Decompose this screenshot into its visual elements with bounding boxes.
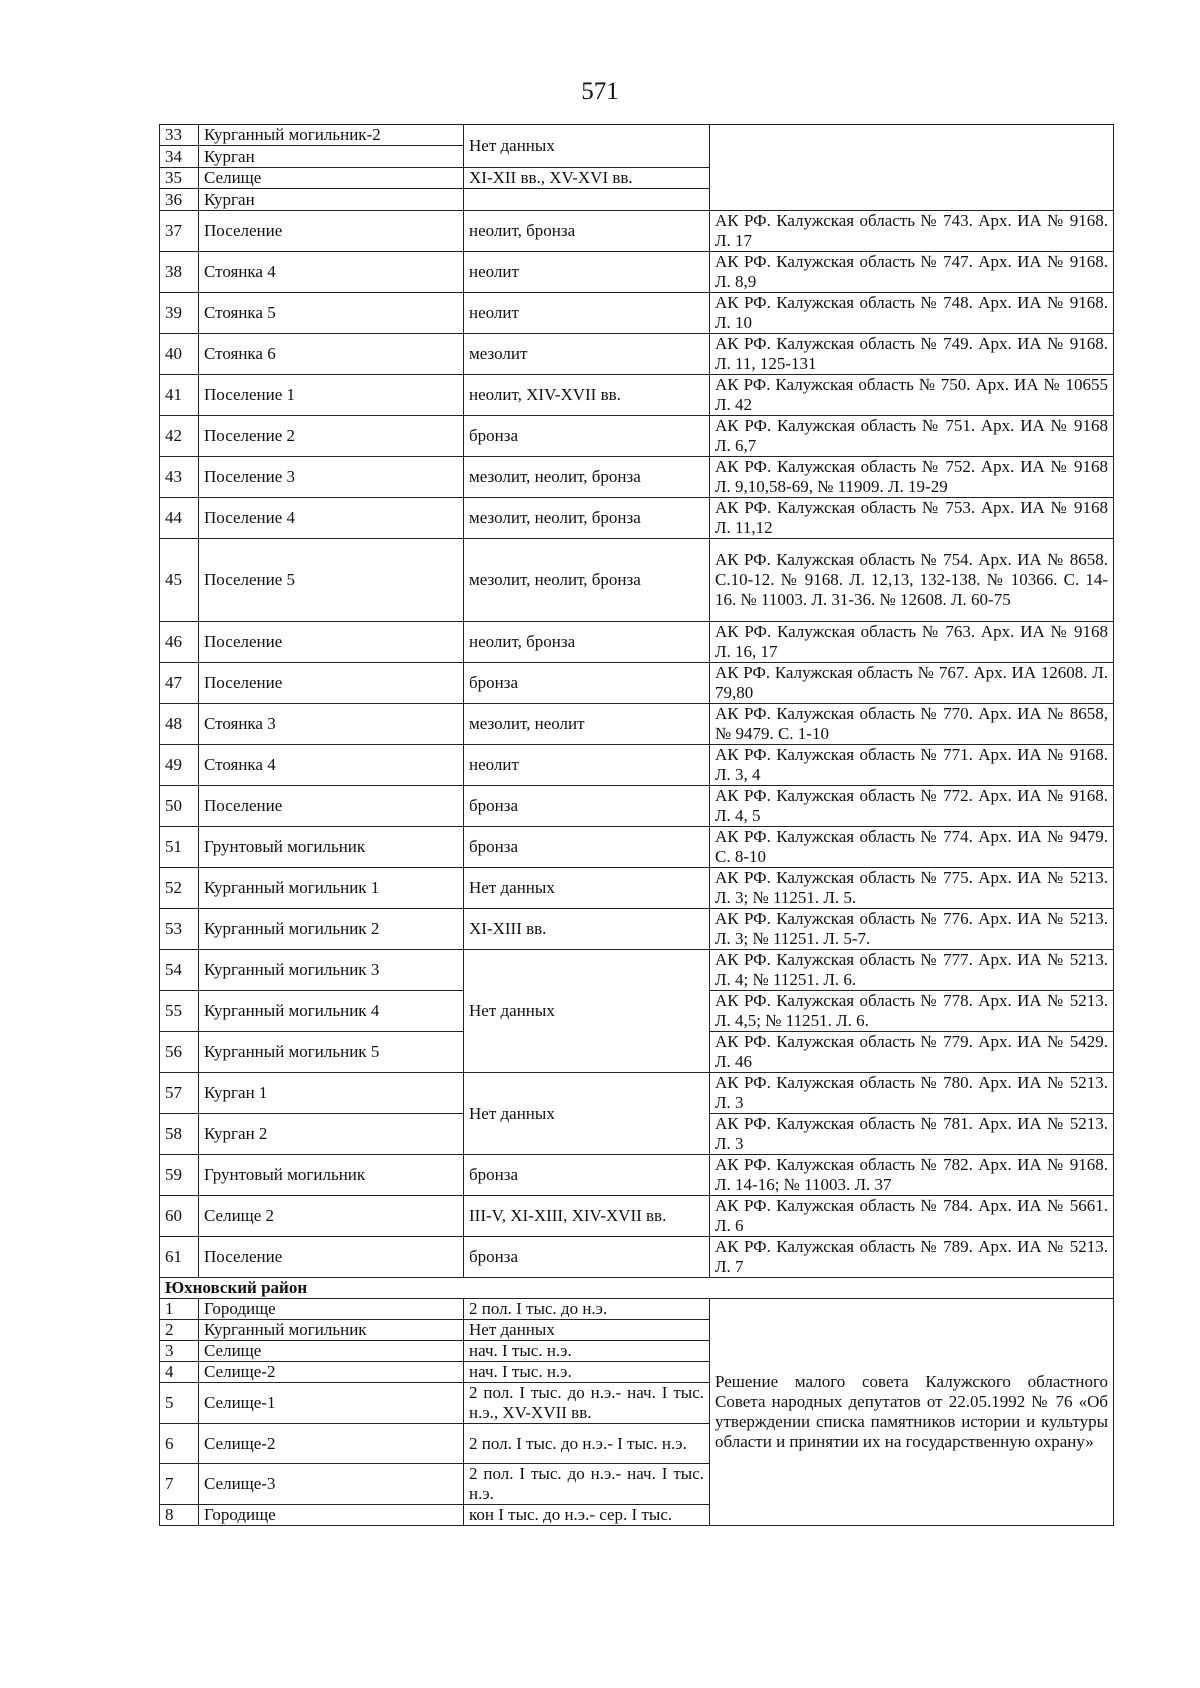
- row-number: 1: [160, 1299, 199, 1320]
- table-row: [160, 663, 1114, 704]
- monument-name: Поселение: [199, 663, 464, 704]
- monument-name: Курган: [199, 189, 464, 211]
- row-number: 53: [160, 909, 199, 950]
- monument-name: Поселение 2: [199, 416, 464, 457]
- dating-cell: Нет данных: [464, 1073, 710, 1155]
- source-cell: АК РФ. Калужская область № 763. Арх. ИА № 9168 Л. 16, 17: [710, 622, 1114, 663]
- dating-cell: неолит: [464, 745, 710, 786]
- row-number: 41: [160, 375, 199, 416]
- source-cell: АК РФ. Калужская область № 749. Арх. ИА № 9168. Л. 11, 125-131: [710, 334, 1114, 375]
- row-number: 35: [160, 168, 199, 189]
- dating-cell: мезолит, неолит, бронза: [464, 539, 710, 622]
- row-number: 2: [160, 1320, 199, 1341]
- table-row: [160, 416, 1114, 457]
- monument-name: Поселение 1: [199, 375, 464, 416]
- dating-cell: Нет данных: [464, 125, 710, 168]
- source-cell: Решение малого совета Калужского областного Совета народных депутатов от 22.05.1992 № 76 «Об утверждении списка памятников истории и культуры области и принятии их на государственную охрану»: [710, 1299, 1114, 1526]
- monument-name: Курганный могильник: [199, 1320, 464, 1341]
- source-cell: АК РФ. Калужская область № 747. Арх. ИА № 9168. Л. 8,9: [710, 252, 1114, 293]
- source-cell: АК РФ. Калужская область № 770. Арх. ИА № 8658, № 9479. С. 1-10: [710, 704, 1114, 745]
- dating-cell: мезолит, неолит, бронза: [464, 498, 710, 539]
- row-number: 55: [160, 991, 199, 1032]
- dating-cell: [464, 189, 710, 211]
- table-row: [160, 1155, 1114, 1196]
- row-number: 7: [160, 1464, 199, 1505]
- row-number: 4: [160, 1362, 199, 1383]
- monument-name: Поселение: [199, 211, 464, 252]
- table-row: [160, 950, 1114, 991]
- row-number: 6: [160, 1424, 199, 1464]
- dating-cell: неолит, бронза: [464, 622, 710, 663]
- monument-name: Грунтовый могильник: [199, 1155, 464, 1196]
- source-cell: АК РФ. Калужская область № 780. Арх. ИА № 5213. Л. 3: [710, 1073, 1114, 1114]
- dating-cell: Нет данных: [464, 1320, 710, 1341]
- monument-name: Городище: [199, 1505, 464, 1526]
- monuments-table-body: [160, 125, 1114, 1526]
- table-row: [160, 211, 1114, 252]
- monument-name: Селище: [199, 168, 464, 189]
- row-number: 51: [160, 827, 199, 868]
- table-row: [160, 786, 1114, 827]
- monument-name: Стоянка 6: [199, 334, 464, 375]
- table-row: [160, 745, 1114, 786]
- row-number: 40: [160, 334, 199, 375]
- source-cell: АК РФ. Калужская область № 781. Арх. ИА № 5213. Л. 3: [710, 1114, 1114, 1155]
- dating-cell: бронза: [464, 786, 710, 827]
- dating-cell: 2 пол. I тыс. до н.э.: [464, 1299, 710, 1320]
- monument-name: Поселение: [199, 1237, 464, 1278]
- row-number: 46: [160, 622, 199, 663]
- source-cell: АК РФ. Калужская область № 748. Арх. ИА № 9168. Л. 10: [710, 293, 1114, 334]
- monument-name: Городище: [199, 1299, 464, 1320]
- table-row: [160, 1237, 1114, 1278]
- monument-name: Поселение 4: [199, 498, 464, 539]
- row-number: 42: [160, 416, 199, 457]
- monument-name: Селище-3: [199, 1464, 464, 1505]
- monument-name: Грунтовый могильник: [199, 827, 464, 868]
- monument-name: Поселение: [199, 622, 464, 663]
- table-row: [160, 457, 1114, 498]
- table-row: [160, 1073, 1114, 1114]
- dating-cell: Нет данных: [464, 950, 710, 1073]
- row-number: 33: [160, 125, 199, 146]
- row-number: 3: [160, 1341, 199, 1362]
- dating-cell: мезолит: [464, 334, 710, 375]
- dating-cell: нач. I тыс. н.э.: [464, 1341, 710, 1362]
- monument-name: Стоянка 4: [199, 252, 464, 293]
- table-row: [160, 293, 1114, 334]
- section-title: Юхновский район: [160, 1278, 1114, 1299]
- source-cell: АК РФ. Калужская область № 771. Арх. ИА № 9168. Л. 3, 4: [710, 745, 1114, 786]
- dating-cell: неолит: [464, 293, 710, 334]
- table-row: [160, 1196, 1114, 1237]
- dating-cell: нач. I тыс. н.э.: [464, 1362, 710, 1383]
- source-cell: АК РФ. Калужская область № 777. Арх. ИА № 5213. Л. 4; № 11251. Л. 6.: [710, 950, 1114, 991]
- monument-name: Курганный могильник 3: [199, 950, 464, 991]
- row-number: 56: [160, 1032, 199, 1073]
- dating-cell: неолит, XIV-XVII вв.: [464, 375, 710, 416]
- source-cell: АК РФ. Калужская область № 750. Арх. ИА № 10655 Л. 42: [710, 375, 1114, 416]
- monument-name: Курган 2: [199, 1114, 464, 1155]
- monument-name: Селище-2: [199, 1362, 464, 1383]
- table-row: [160, 539, 1114, 622]
- source-cell: АК РФ. Калужская область № 751. Арх. ИА № 9168 Л. 6,7: [710, 416, 1114, 457]
- monument-name: Стоянка 4: [199, 745, 464, 786]
- dating-cell: мезолит, неолит, бронза: [464, 457, 710, 498]
- dating-cell: неолит, бронза: [464, 211, 710, 252]
- source-cell: АК РФ. Калужская область № 784. Арх. ИА № 5661. Л. 6: [710, 1196, 1114, 1237]
- monuments-table: [159, 124, 1114, 1526]
- monument-name: Курганный могильник 2: [199, 909, 464, 950]
- source-cell: АК РФ. Калужская область № 775. Арх. ИА № 5213. Л. 3; № 11251. Л. 5.: [710, 868, 1114, 909]
- monument-name: Курганный могильник 4: [199, 991, 464, 1032]
- monument-name: Стоянка 3: [199, 704, 464, 745]
- monument-name: Курган 1: [199, 1073, 464, 1114]
- table-row: [160, 1278, 1114, 1299]
- dating-cell: 2 пол. I тыс. до н.э.- I тыс. н.э.: [464, 1424, 710, 1464]
- monument-name: Селище-1: [199, 1383, 464, 1424]
- source-cell: [710, 125, 1114, 211]
- source-cell: АК РФ. Калужская область № 772. Арх. ИА № 9168. Л. 4, 5: [710, 786, 1114, 827]
- table-row: [160, 498, 1114, 539]
- source-cell: АК РФ. Калужская область № 779. Арх. ИА № 5429. Л. 46: [710, 1032, 1114, 1073]
- source-cell: АК РФ. Калужская область № 776. Арх. ИА № 5213. Л. 3; № 11251. Л. 5-7.: [710, 909, 1114, 950]
- dating-cell: мезолит, неолит: [464, 704, 710, 745]
- monument-name: Поселение: [199, 786, 464, 827]
- monument-name: Поселение 5: [199, 539, 464, 622]
- monument-name: Курганный могильник-2: [199, 125, 464, 146]
- dating-cell: бронза: [464, 663, 710, 704]
- row-number: 44: [160, 498, 199, 539]
- row-number: 39: [160, 293, 199, 334]
- source-cell: АК РФ. Калужская область № 789. Арх. ИА № 5213. Л. 7: [710, 1237, 1114, 1278]
- row-number: 50: [160, 786, 199, 827]
- monument-name: Курганный могильник 1: [199, 868, 464, 909]
- table-row: [160, 622, 1114, 663]
- dating-cell: бронза: [464, 827, 710, 868]
- monument-name: Поселение 3: [199, 457, 464, 498]
- source-cell: АК РФ. Калужская область № 753. Арх. ИА № 9168 Л. 11,12: [710, 498, 1114, 539]
- row-number: 58: [160, 1114, 199, 1155]
- source-cell: АК РФ. Калужская область № 778. Арх. ИА № 5213. Л. 4,5; № 11251. Л. 6.: [710, 991, 1114, 1032]
- table-row: [160, 704, 1114, 745]
- row-number: 57: [160, 1073, 199, 1114]
- dating-cell: 2 пол. I тыс. до н.э.- нач. I тыс. н.э., XV-XVII вв.: [464, 1383, 710, 1424]
- dating-cell: Нет данных: [464, 868, 710, 909]
- table-row: [160, 827, 1114, 868]
- dating-cell: 2 пол. I тыс. до н.э.- нач. I тыс. н.э.: [464, 1464, 710, 1505]
- table-row: [160, 909, 1114, 950]
- monument-name: Стоянка 5: [199, 293, 464, 334]
- monument-name: Селище: [199, 1341, 464, 1362]
- monument-name: Курган: [199, 146, 464, 168]
- dating-cell: бронза: [464, 416, 710, 457]
- table-row: [160, 125, 1114, 146]
- row-number: 37: [160, 211, 199, 252]
- dating-cell: XI-XII вв., XV-XVI вв.: [464, 168, 710, 189]
- table-row: [160, 375, 1114, 416]
- row-number: 52: [160, 868, 199, 909]
- row-number: 48: [160, 704, 199, 745]
- row-number: 60: [160, 1196, 199, 1237]
- row-number: 59: [160, 1155, 199, 1196]
- dating-cell: бронза: [464, 1237, 710, 1278]
- row-number: 36: [160, 189, 199, 211]
- row-number: 38: [160, 252, 199, 293]
- source-cell: АК РФ. Калужская область № 754. Арх. ИА № 8658. С.10-12. № 9168. Л. 12,13, 132-138. № 10366. С. 14-16. № 11003. Л. 31-36. № 12608. Л. 60-75: [710, 539, 1114, 622]
- row-number: 34: [160, 146, 199, 168]
- source-cell: АК РФ. Калужская область № 774. Арх. ИА № 9479. С. 8-10: [710, 827, 1114, 868]
- row-number: 49: [160, 745, 199, 786]
- monument-name: Селище-2: [199, 1424, 464, 1464]
- row-number: 5: [160, 1383, 199, 1424]
- source-cell: АК РФ. Калужская область № 767. Арх. ИА 12608. Л. 79,80: [710, 663, 1114, 704]
- dating-cell: III-V, XI-XIII, XIV-XVII вв.: [464, 1196, 710, 1237]
- page-number: 571: [581, 78, 619, 105]
- source-cell: АК РФ. Калужская область № 782. Арх. ИА № 9168. Л. 14-16; № 11003. Л. 37: [710, 1155, 1114, 1196]
- dating-cell: XI-XIII вв.: [464, 909, 710, 950]
- source-cell: АК РФ. Калужская область № 752. Арх. ИА № 9168 Л. 9,10,58-69, № 11909. Л. 19-29: [710, 457, 1114, 498]
- monument-name: Курганный могильник 5: [199, 1032, 464, 1073]
- table-row: [160, 1299, 1114, 1320]
- row-number: 8: [160, 1505, 199, 1526]
- row-number: 43: [160, 457, 199, 498]
- row-number: 45: [160, 539, 199, 622]
- table-row: [160, 334, 1114, 375]
- table-row: [160, 868, 1114, 909]
- row-number: 61: [160, 1237, 199, 1278]
- table-row: [160, 252, 1114, 293]
- row-number: 47: [160, 663, 199, 704]
- dating-cell: бронза: [464, 1155, 710, 1196]
- source-cell: АК РФ. Калужская область № 743. Арх. ИА № 9168. Л. 17: [710, 211, 1114, 252]
- dating-cell: кон I тыс. до н.э.- сер. I тыс.: [464, 1505, 710, 1526]
- row-number: 54: [160, 950, 199, 991]
- monument-name: Селище 2: [199, 1196, 464, 1237]
- dating-cell: неолит: [464, 252, 710, 293]
